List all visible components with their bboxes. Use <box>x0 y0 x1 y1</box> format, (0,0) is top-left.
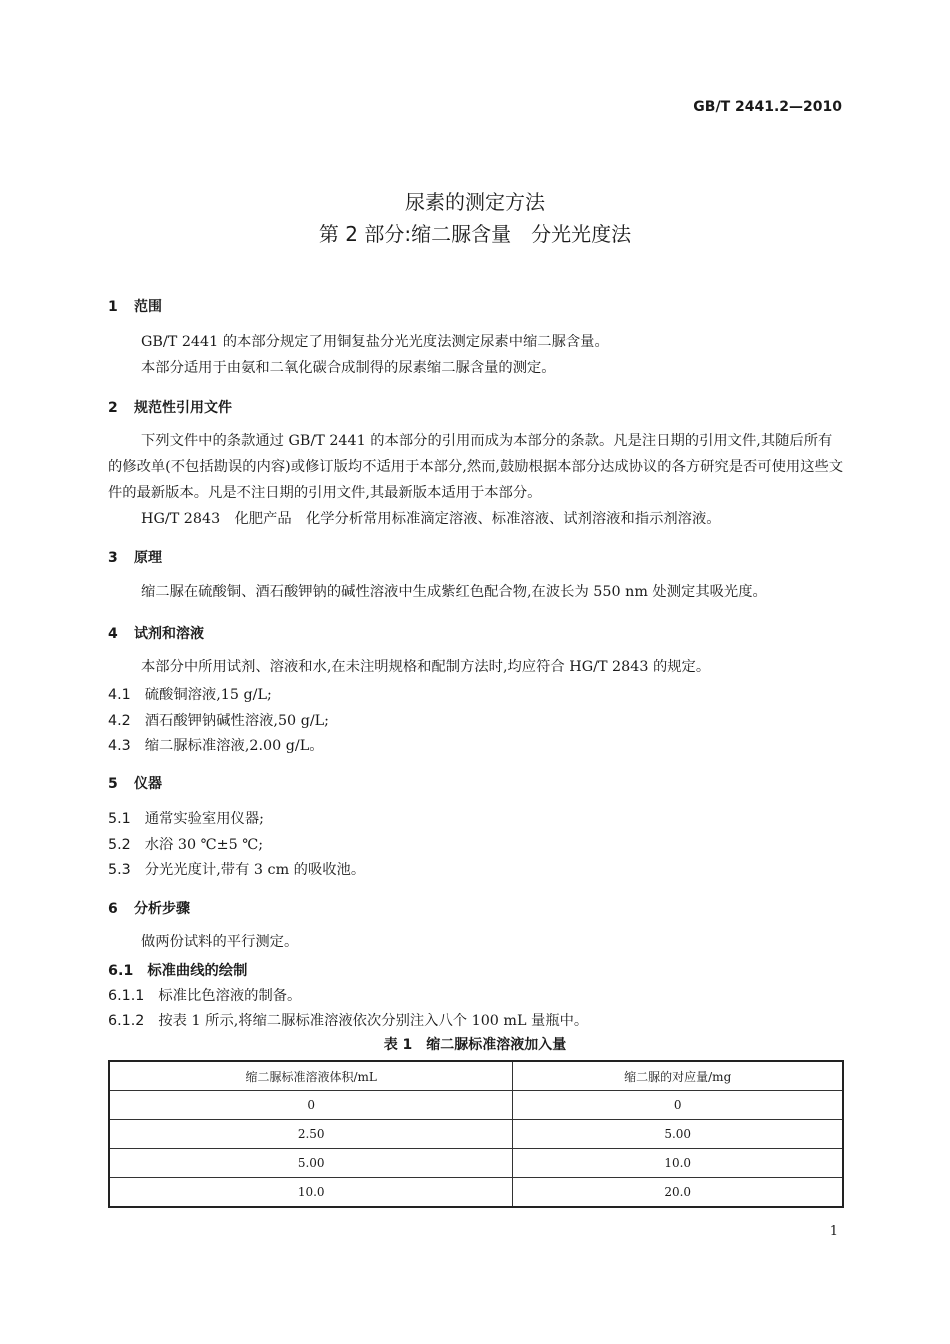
doc-title: 尿素的测定方法 <box>405 190 545 214</box>
table-row <box>109 1178 843 1208</box>
s2-para-1: 下列文件中的条款通过 GB/T 2441 的本部分的引用而成为本部分的条款。凡是注日期的引用文件,其随后所有的修改单(不包括勘误的内容)或修订版均不适用于本部分,然而,鼓励根据本部分达成协议的各方研究是否可使用这些文件的最新版本。凡是不注日期的引用文件,其最新版本适用于本部分。 <box>108 433 844 501</box>
standard-code: GB/T 2441.2—2010 <box>693 99 842 115</box>
table-row <box>109 1149 843 1178</box>
s4-para-1: 本部分中所用试剂、溶液和水,在未注明规格和配制方法时,均应符合 HG/T 2843 的规定。 <box>141 659 711 675</box>
item-6-1: 6.1 标准曲线的绘制 <box>108 963 248 979</box>
section-4-heading: 4 试剂和溶液 <box>108 626 204 642</box>
section-3-heading: 3 原理 <box>108 550 162 566</box>
item-5-1: 5.1 通常实验室用仪器; <box>108 811 264 827</box>
table-row <box>109 1091 843 1120</box>
s3-para-1: 缩二脲在硫酸铜、酒石酸钾钠的碱性溶液中生成紫红色配合物,在波长为 550 nm 处测定其吸光度。 <box>141 584 767 600</box>
table-cell: 0 <box>109 1091 513 1120</box>
table-row <box>109 1120 843 1149</box>
table-cell: 0 <box>513 1091 843 1120</box>
item-5-2: 5.2 水浴 30 ℃±5 ℃; <box>108 837 264 853</box>
s1-para-2: 本部分适用于由氨和二氧化碳合成制得的尿素缩二脲含量的测定。 <box>141 360 556 376</box>
table-header: 缩二脲标准溶液体积/mL <box>109 1061 513 1091</box>
s6-para-1: 做两份试料的平行测定。 <box>141 934 299 950</box>
section-6-heading: 6 分析步骤 <box>108 901 190 917</box>
item-6-1-1: 6.1.1 标准比色溶液的制备。 <box>108 988 302 1004</box>
table-cell: 5.00 <box>513 1120 843 1149</box>
table-caption: 表 1 缩二脲标准溶液加入量 <box>383 1037 567 1053</box>
table-cell: 2.50 <box>109 1120 513 1149</box>
table-cell: 20.0 <box>513 1178 843 1208</box>
table-header-row <box>109 1061 843 1091</box>
section-1-heading: 1 范围 <box>108 299 162 315</box>
section-2-heading: 2 规范性引用文件 <box>108 400 232 416</box>
table-header: 缩二脲的对应量/mg <box>513 1061 843 1091</box>
s1-para-1: GB/T 2441 的本部分规定了用铜复盐分光光度法测定尿素中缩二脲含量。 <box>141 334 609 350</box>
item-4-2: 4.2 酒石酸钾钠碱性溶液,50 g/L; <box>108 713 329 729</box>
table-cell: 10.0 <box>109 1178 513 1208</box>
section-5-heading: 5 仪器 <box>108 776 162 792</box>
item-4-1: 4.1 硫酸铜溶液,15 g/L; <box>108 687 272 703</box>
s2-para-2: HG/T 2843 化肥产品 化学分析常用标准滴定溶液、标准溶液、试剂溶液和指示剂溶液。 <box>141 511 721 527</box>
doc-subtitle: 第 2 部分:缩二脲含量 分光光度法 <box>318 222 632 246</box>
table-cell: 10.0 <box>513 1149 843 1178</box>
item-6-1-2: 6.1.2 按表 1 所示,将缩二脲标准溶液依次分别注入八个 100 mL 量瓶中。 <box>108 1013 589 1029</box>
item-4-3: 4.3 缩二脲标准溶液,2.00 g/L。 <box>108 738 324 754</box>
page-number: 1 <box>829 1224 838 1239</box>
standard-solution-table <box>108 1060 844 1208</box>
item-5-3: 5.3 分光光度计,带有 3 cm 的吸收池。 <box>108 862 366 878</box>
table-cell: 5.00 <box>109 1149 513 1178</box>
